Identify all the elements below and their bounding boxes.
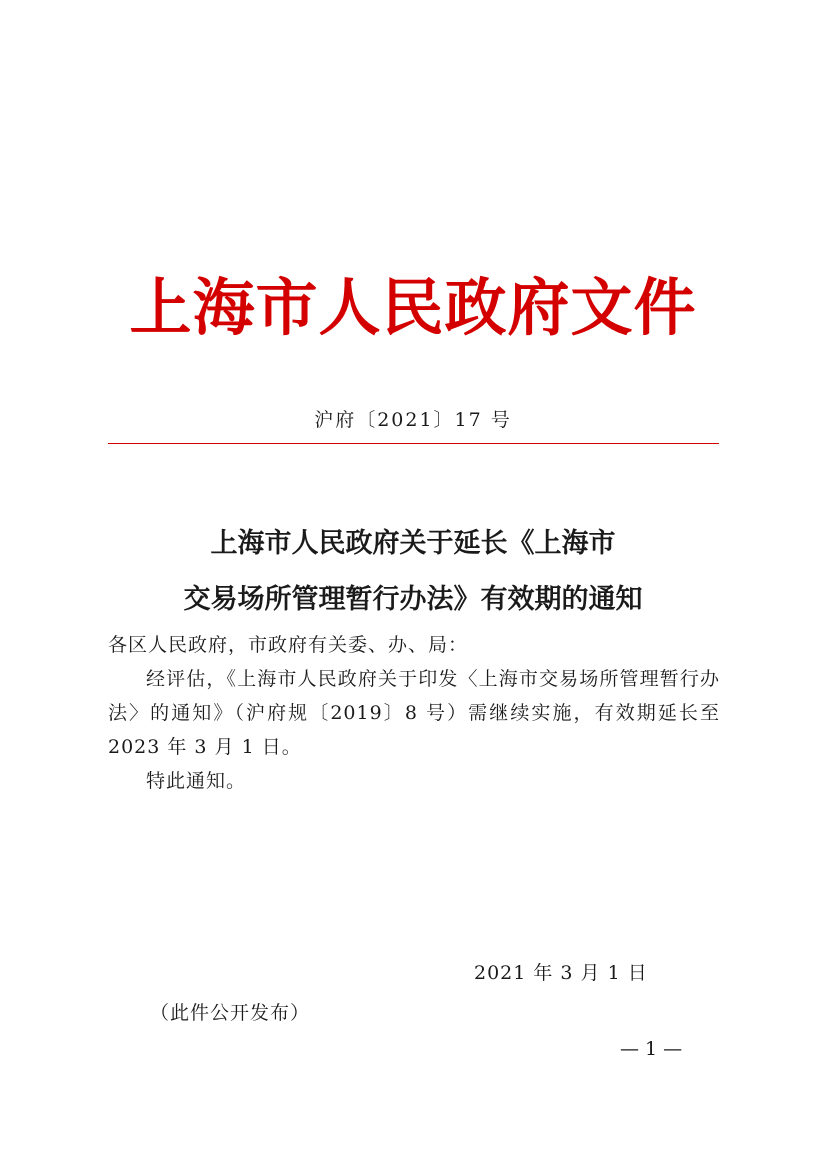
issue-date: 2021 年 3 月 1 日 [474,962,648,984]
red-separator-line [108,443,719,444]
salutation: 各区人民政府，市政府有关委、办、局： [108,634,469,656]
publication-note: （此件公开发布） [150,1002,311,1024]
document-title [0,516,826,628]
document-body [108,628,720,798]
document-masthead: 上海市人民政府文件 [129,271,697,344]
document-title-line-1: 上海市人民政府关于延长《上海市 [210,528,616,559]
body-paragraph-main: 经评估，《上海市人民政府关于印发〈上海市交易场所管理暂行办法〉的通知》（沪府规〔2019〕8 号）需继续实施，有效期延长至 2023 年 3 月 1 日。 [108,668,720,758]
page-number: — 1 — [620,1038,683,1060]
body-paragraph-closing: 特此通知。 [146,770,247,792]
document-number: 沪府〔2021〕17 号 [314,409,512,431]
document-title-line-2: 交易场所管理暂行办法》有效期的通知 [183,584,643,615]
